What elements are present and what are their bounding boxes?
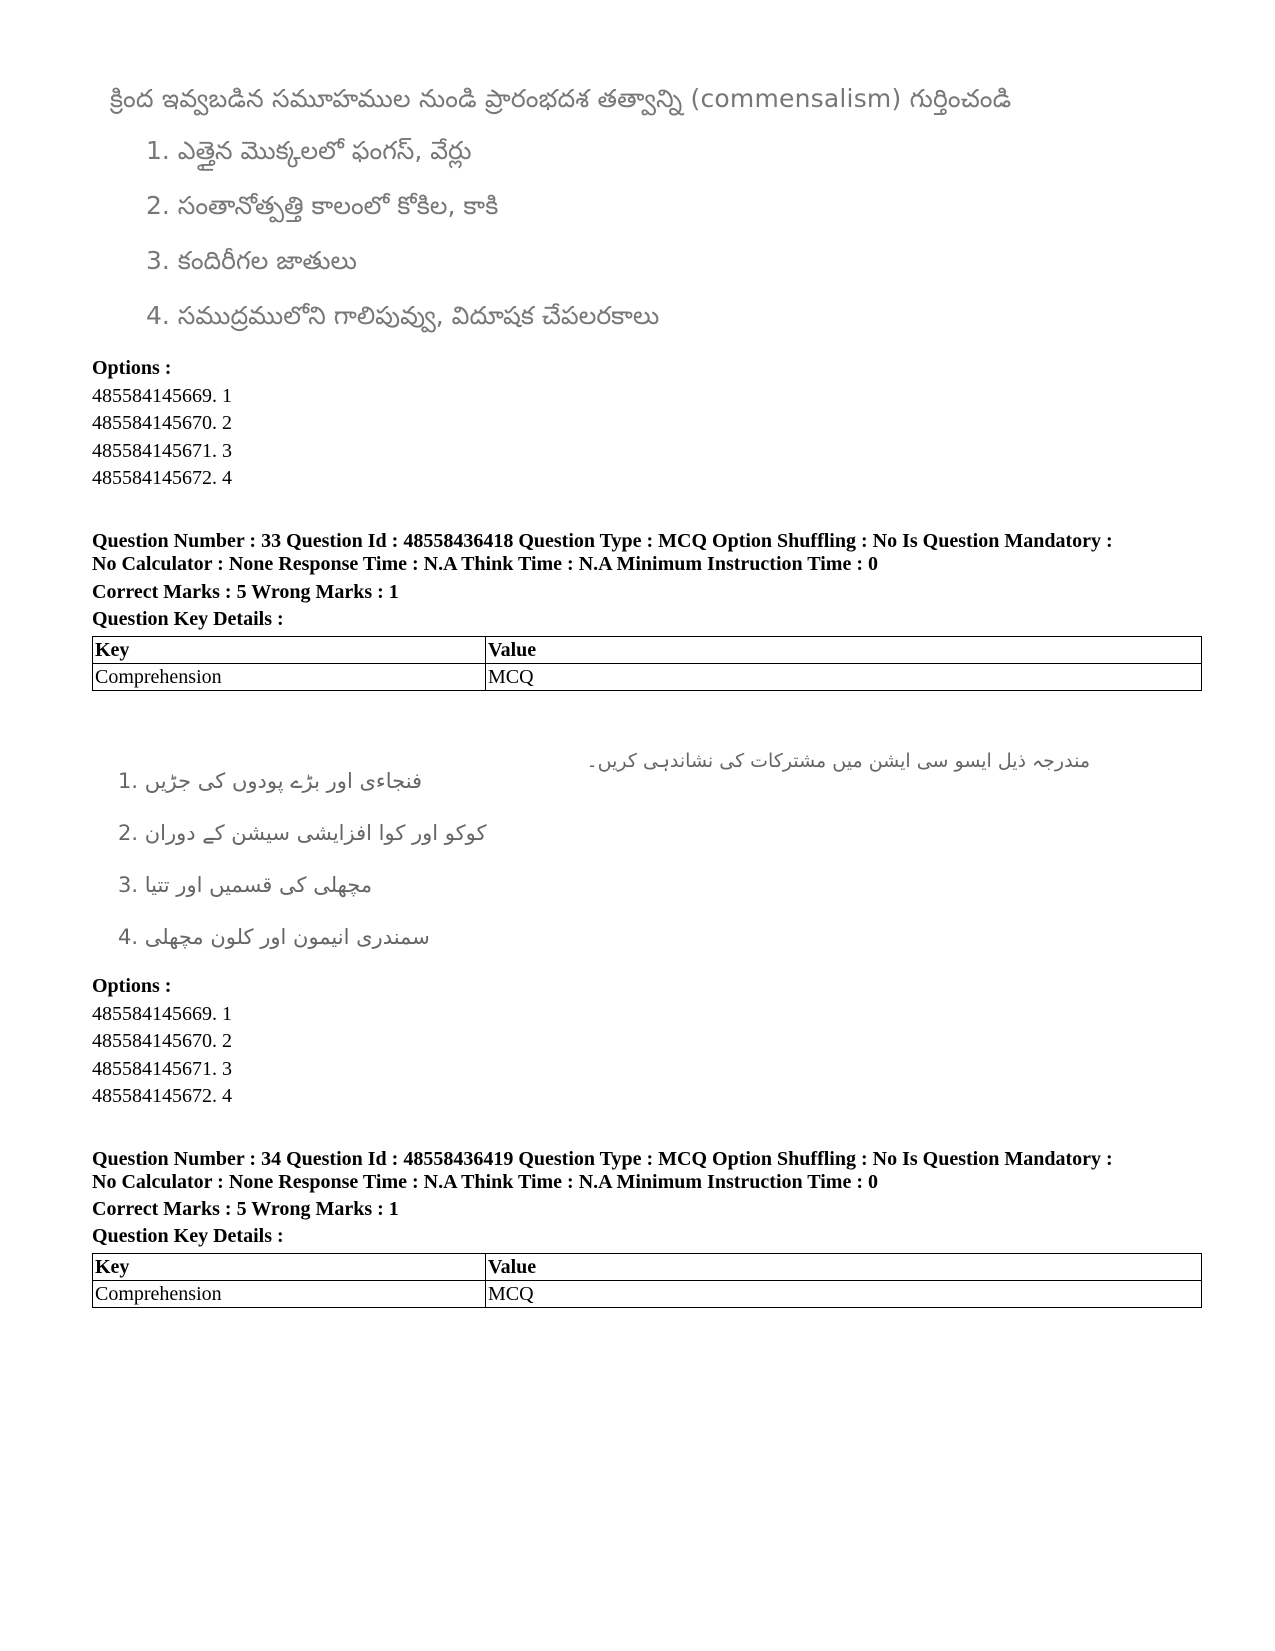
question-item: 4. సముద్రములోని గాలిపువ్వు, విదూషక చేపలరకాలు <box>146 301 660 330</box>
table-header-cell: Value <box>486 1254 1202 1281</box>
question-item: 2. సంతానోత్పత్తి కాలంలో కోకిల, కాకి <box>146 191 499 220</box>
question-item: 1. فنجاءی اور بڑے پودوں کی جڑیں <box>118 769 423 793</box>
table-cell: MCQ <box>486 664 1202 691</box>
option-line: 485584145672. 4 <box>92 1085 232 1107</box>
question-meta: No Calculator : None Response Time : N.A Think Time : N.A Minimum Instruction Time : 0 <box>92 1171 878 1193</box>
option-line: 485584145669. 1 <box>92 385 232 407</box>
option-line: 485584145670. 2 <box>92 412 232 434</box>
question-meta: Question Number : 33 Question Id : 48558436418 Question Type : MCQ Option Shuffling : No Is Question Mandatory : <box>92 530 1113 552</box>
key-details-heading: Question Key Details : <box>92 1225 284 1247</box>
key-details-heading: Question Key Details : <box>92 608 284 630</box>
table-header-row <box>93 637 1202 664</box>
key-details-table <box>92 1253 1202 1308</box>
table-header-cell: Key <box>93 1254 486 1281</box>
table-header-cell: Key <box>93 637 486 664</box>
option-line: 485584145669. 1 <box>92 1003 232 1025</box>
table-row <box>93 1281 1202 1308</box>
marks-line: Correct Marks : 5 Wrong Marks : 1 <box>92 1198 399 1220</box>
question-stem: مندرجہ ذیل ایسو سی ایشن میں مشترکات کی نشاندہی کریں۔ <box>586 750 1090 772</box>
key-details-table <box>92 636 1202 691</box>
table-header-row <box>93 1254 1202 1281</box>
table-cell: Comprehension <box>93 664 486 691</box>
question-item: 3. مچھلی کی قسمیں اور تتیا <box>118 873 373 897</box>
question-item: 4. سمندری انیمون اور کلون مچھلی <box>118 925 430 949</box>
options-heading: Options : <box>92 357 172 379</box>
question-stem: క్రింద ఇవ్వబడిన సమూహముల నుండి ప్రారంభదశ తత్వాన్ని (commensalism) గుర్తించండి <box>110 84 1012 113</box>
table-cell: Comprehension <box>93 1281 486 1308</box>
option-line: 485584145671. 3 <box>92 1058 232 1080</box>
marks-line: Correct Marks : 5 Wrong Marks : 1 <box>92 581 399 603</box>
telugu-question-image <box>110 78 1110 358</box>
table-row <box>93 664 1202 691</box>
urdu-question-image <box>110 745 1150 995</box>
table-cell: MCQ <box>486 1281 1202 1308</box>
option-line: 485584145670. 2 <box>92 1030 232 1052</box>
option-line: 485584145671. 3 <box>92 440 232 462</box>
question-item: 2. کوکو اور کوا افزایشی سیشن کے دوران <box>118 821 487 845</box>
question-item: 1. ఎత్తైన మొక్కలలో ఫంగస్, వేర్లు <box>146 136 472 165</box>
question-meta: Question Number : 34 Question Id : 48558436419 Question Type : MCQ Option Shuffling : No Is Question Mandatory : <box>92 1148 1113 1170</box>
table-header-cell: Value <box>486 637 1202 664</box>
option-line: 485584145672. 4 <box>92 467 232 489</box>
options-heading: Options : <box>92 975 172 997</box>
question-meta: No Calculator : None Response Time : N.A Think Time : N.A Minimum Instruction Time : 0 <box>92 553 878 575</box>
question-item: 3. కందిరీగల జాతులు <box>146 246 357 275</box>
